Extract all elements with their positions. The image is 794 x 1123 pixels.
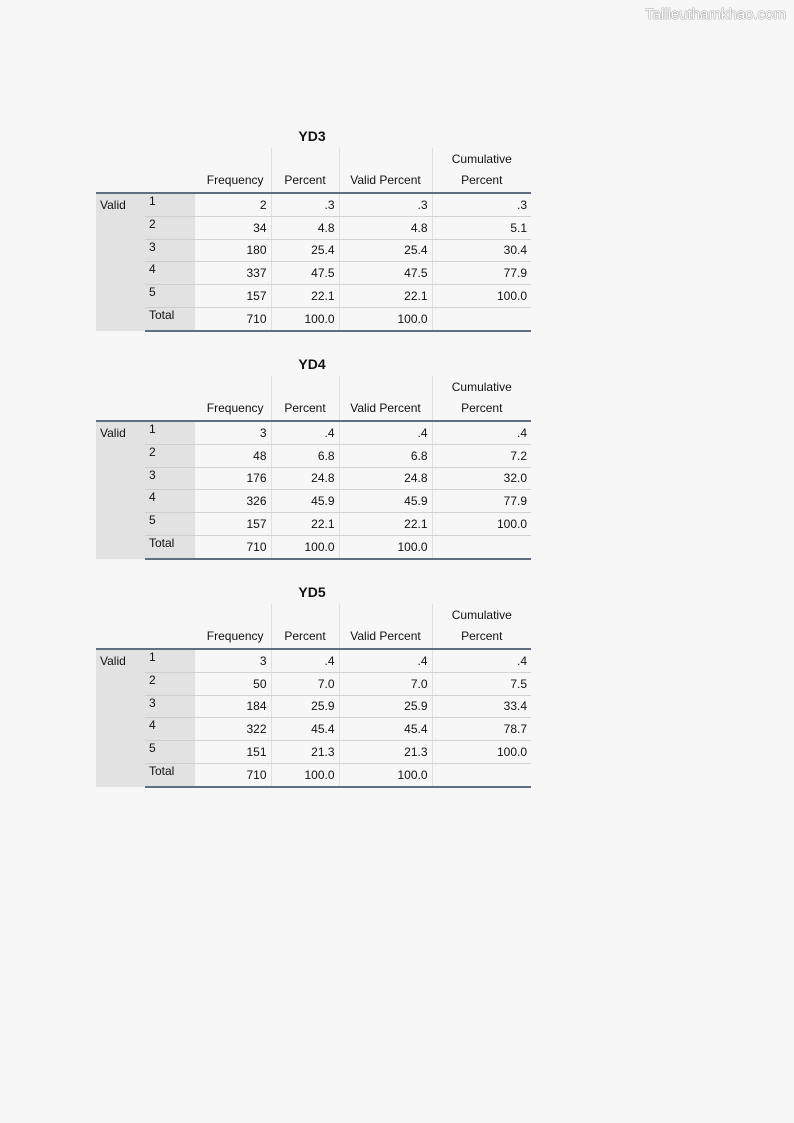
table-row — [96, 490, 531, 513]
header-percent: Percent — [271, 148, 339, 193]
cell-valid-percent: 22.1 — [339, 285, 432, 308]
cell-frequency: 157 — [194, 513, 271, 536]
cell-frequency: 322 — [194, 718, 271, 741]
cell-valid-percent: 6.8 — [339, 444, 432, 467]
frequency-table-yd3 — [96, 126, 531, 332]
table-row — [96, 239, 531, 262]
row-label: 1 — [145, 193, 194, 216]
row-group-label: Valid — [96, 421, 145, 559]
row-group-label: Valid — [96, 193, 145, 331]
table-header-row — [96, 604, 531, 649]
table — [96, 604, 531, 788]
table-row — [96, 467, 531, 490]
cell-cumulative: 5.1 — [432, 216, 531, 239]
cell-cumulative: 33.4 — [432, 695, 531, 718]
cell-frequency: 180 — [194, 239, 271, 262]
row-label: 3 — [145, 239, 194, 262]
cell-cumulative — [432, 535, 531, 558]
row-label: 1 — [145, 649, 194, 672]
cell-percent: .3 — [271, 193, 339, 216]
cell-cumulative: 100.0 — [432, 741, 531, 764]
table-row-total — [96, 307, 531, 330]
cell-frequency: 184 — [194, 695, 271, 718]
cell-frequency: 176 — [194, 467, 271, 490]
table-row — [96, 672, 531, 695]
cell-valid-percent: 25.4 — [339, 239, 432, 262]
table-row — [96, 718, 531, 741]
cell-frequency: 3 — [194, 649, 271, 672]
row-label: 2 — [145, 444, 194, 467]
cell-valid-percent: 4.8 — [339, 216, 432, 239]
cell-valid-percent: 25.9 — [339, 695, 432, 718]
cell-cumulative — [432, 763, 531, 786]
row-label: 1 — [145, 421, 194, 444]
table-header-row — [96, 376, 531, 421]
header-frequency: Frequency — [206, 401, 264, 415]
table-header-row — [96, 148, 531, 193]
cell-frequency: 48 — [194, 444, 271, 467]
cell-percent: 22.1 — [271, 285, 339, 308]
table-title: YD3 — [298, 128, 326, 144]
table-row — [96, 193, 531, 216]
cell-valid-percent: .4 — [339, 649, 432, 672]
table-row — [96, 695, 531, 718]
table-row — [96, 513, 531, 536]
cell-cumulative: 78.7 — [432, 718, 531, 741]
cell-frequency: 34 — [194, 216, 271, 239]
cell-cumulative: .3 — [432, 193, 531, 216]
row-label: Total — [145, 307, 194, 330]
cell-valid-percent: 100.0 — [339, 307, 432, 330]
cell-percent: 45.4 — [271, 718, 339, 741]
cell-percent: .4 — [271, 421, 339, 444]
table — [96, 148, 531, 332]
cell-frequency: 710 — [194, 763, 271, 786]
cell-valid-percent: 45.9 — [339, 490, 432, 513]
cell-percent: 100.0 — [271, 763, 339, 786]
cell-valid-percent: 7.0 — [339, 672, 432, 695]
cell-percent: 100.0 — [271, 307, 339, 330]
table-title: YD5 — [298, 584, 326, 600]
cell-cumulative: 32.0 — [432, 467, 531, 490]
row-label: 5 — [145, 741, 194, 764]
header-cumulative-percent: Cumulative Percent — [432, 376, 531, 421]
table-row-total — [96, 535, 531, 558]
row-label: 2 — [145, 216, 194, 239]
row-group-label: Valid — [96, 649, 145, 787]
cell-percent: 21.3 — [271, 741, 339, 764]
header-cumulative-percent: Cumulative Percent — [432, 604, 531, 649]
table-row — [96, 285, 531, 308]
cell-percent: 22.1 — [271, 513, 339, 536]
header-frequency: Frequency — [206, 173, 264, 187]
cell-percent: 25.4 — [271, 239, 339, 262]
cell-percent: 6.8 — [271, 444, 339, 467]
table-row-total — [96, 763, 531, 786]
cell-valid-percent: 24.8 — [339, 467, 432, 490]
table — [96, 376, 531, 560]
table-row — [96, 649, 531, 672]
watermark-text: Tailieuthamkhao.com — [645, 6, 786, 23]
cell-percent: 24.8 — [271, 467, 339, 490]
row-label: Total — [145, 763, 194, 786]
cell-frequency: 157 — [194, 285, 271, 308]
cell-percent: 4.8 — [271, 216, 339, 239]
table-row — [96, 444, 531, 467]
cell-percent: 47.5 — [271, 262, 339, 285]
cell-percent: 25.9 — [271, 695, 339, 718]
cell-frequency: 326 — [194, 490, 271, 513]
cell-frequency: 337 — [194, 262, 271, 285]
cell-cumulative: 7.5 — [432, 672, 531, 695]
cell-cumulative: 77.9 — [432, 490, 531, 513]
cell-valid-percent: 22.1 — [339, 513, 432, 536]
cell-cumulative: 7.2 — [432, 444, 531, 467]
row-label: 4 — [145, 718, 194, 741]
header-valid-percent: Valid Percent — [339, 376, 432, 421]
row-label: 3 — [145, 695, 194, 718]
cell-cumulative: 100.0 — [432, 513, 531, 536]
cell-frequency: 3 — [194, 421, 271, 444]
table-row — [96, 741, 531, 764]
table-title: YD4 — [298, 356, 326, 372]
cell-valid-percent: .3 — [339, 193, 432, 216]
cell-frequency: 2 — [194, 193, 271, 216]
cell-frequency: 710 — [194, 535, 271, 558]
row-label: 2 — [145, 672, 194, 695]
cell-frequency: 710 — [194, 307, 271, 330]
frequency-table-yd4 — [96, 354, 531, 560]
table-row — [96, 421, 531, 444]
cell-frequency: 151 — [194, 741, 271, 764]
cell-percent: 100.0 — [271, 535, 339, 558]
cell-cumulative: 30.4 — [432, 239, 531, 262]
cell-valid-percent: 100.0 — [339, 763, 432, 786]
header-valid-percent: Valid Percent — [339, 604, 432, 649]
header-percent: Percent — [271, 604, 339, 649]
cell-valid-percent: 47.5 — [339, 262, 432, 285]
header-frequency: Frequency — [206, 629, 264, 643]
row-label: 4 — [145, 490, 194, 513]
cell-cumulative — [432, 307, 531, 330]
cell-valid-percent: 21.3 — [339, 741, 432, 764]
cell-cumulative: .4 — [432, 421, 531, 444]
cell-cumulative: 77.9 — [432, 262, 531, 285]
cell-percent: 7.0 — [271, 672, 339, 695]
cell-valid-percent: 45.4 — [339, 718, 432, 741]
cell-cumulative: .4 — [432, 649, 531, 672]
table-row — [96, 216, 531, 239]
cell-percent: .4 — [271, 649, 339, 672]
cell-valid-percent: 100.0 — [339, 535, 432, 558]
table-row — [96, 262, 531, 285]
cell-valid-percent: .4 — [339, 421, 432, 444]
row-label: 4 — [145, 262, 194, 285]
row-label: 3 — [145, 467, 194, 490]
header-valid-percent: Valid Percent — [339, 148, 432, 193]
cell-frequency: 50 — [194, 672, 271, 695]
header-percent: Percent — [271, 376, 339, 421]
frequency-table-yd5 — [96, 582, 531, 788]
cell-percent: 45.9 — [271, 490, 339, 513]
header-cumulative-percent: Cumulative Percent — [432, 148, 531, 193]
cell-cumulative: 100.0 — [432, 285, 531, 308]
row-label: 5 — [145, 513, 194, 536]
row-label: 5 — [145, 285, 194, 308]
row-label: Total — [145, 535, 194, 558]
